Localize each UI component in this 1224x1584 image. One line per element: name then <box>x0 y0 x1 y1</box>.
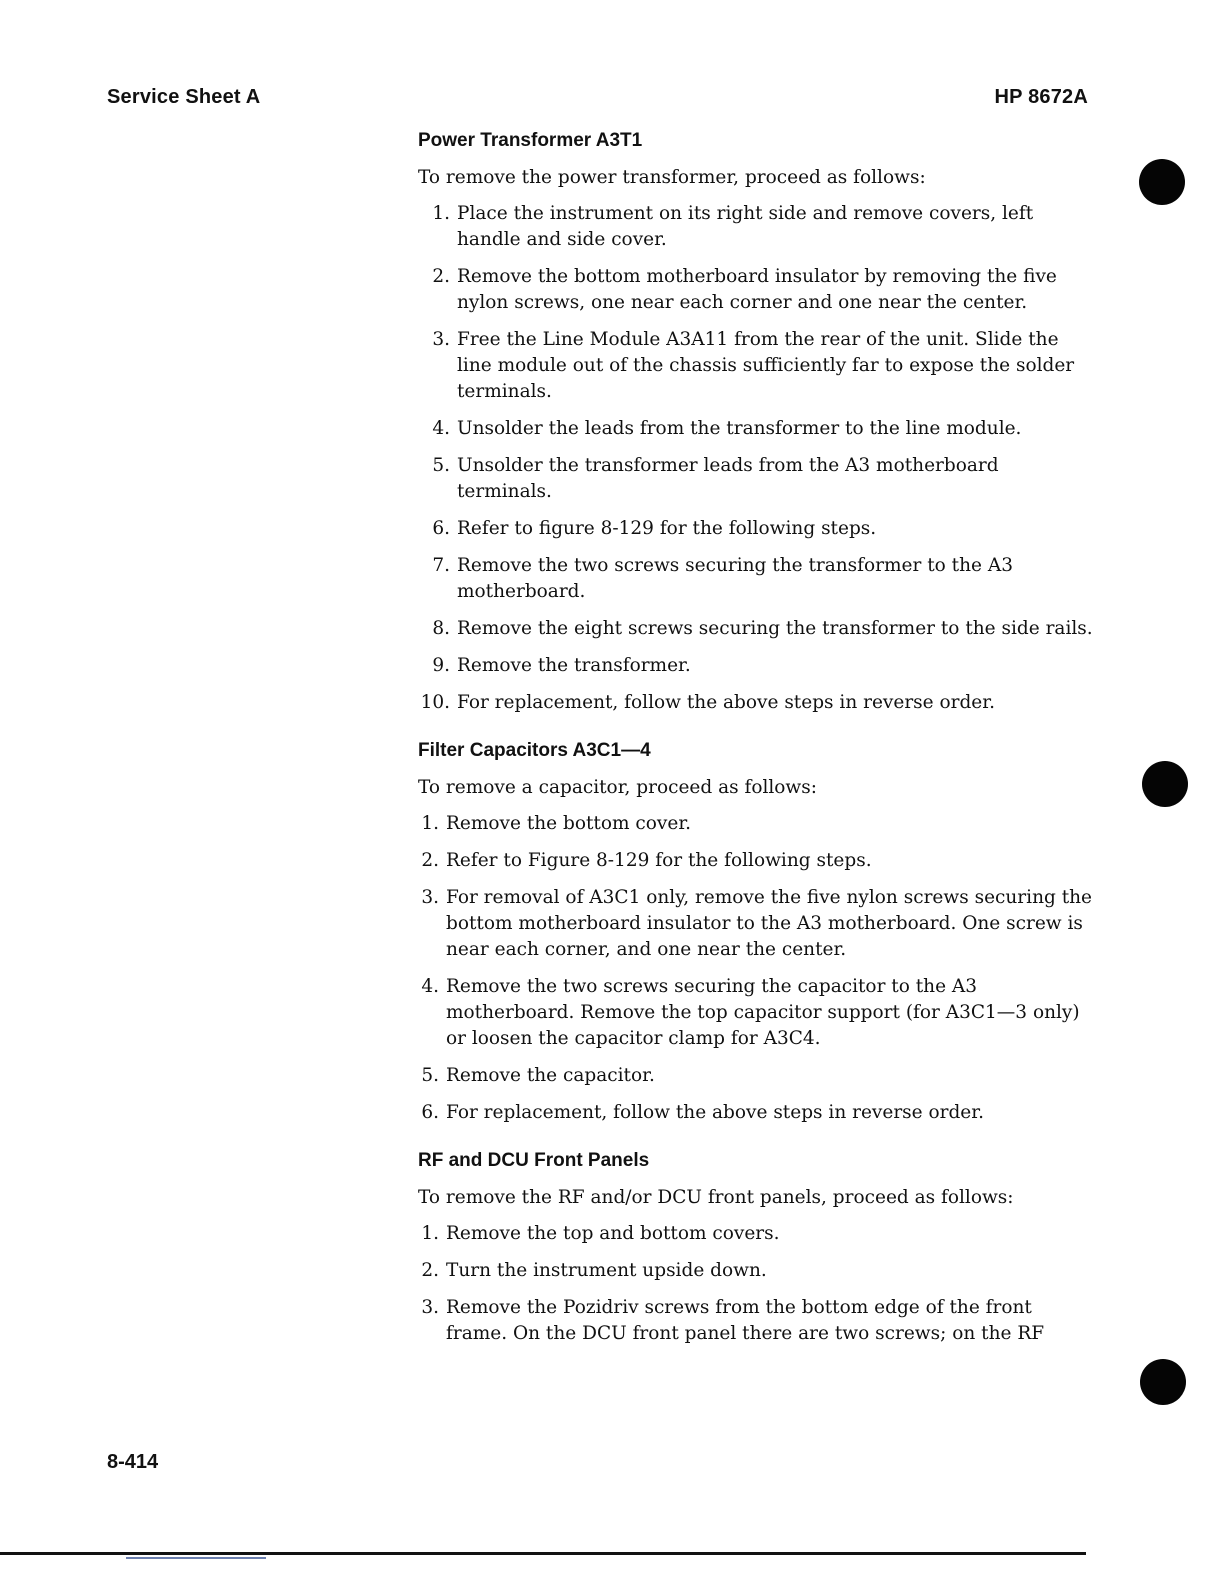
binder-hole-middle <box>1142 761 1188 807</box>
step-number: 2. <box>421 850 439 871</box>
step-number: 10. <box>420 692 450 713</box>
step-text: Refer to figure 8-129 for the following steps. <box>457 518 877 539</box>
step-item <box>418 1063 1098 1089</box>
step-text: For removal of A3C1 only, remove the five nylon screws securing the bottom motherboard insulator to the A3 motherboard. One screw is near each corner, and one near the center. <box>446 887 1093 960</box>
step-item <box>418 264 1098 316</box>
step-text: Remove the bottom cover. <box>446 813 692 834</box>
step-number: 5. <box>421 1065 439 1086</box>
step-number: 4. <box>432 418 450 439</box>
step-number: 1. <box>421 1223 439 1244</box>
step-item <box>418 1258 1098 1284</box>
step-number: 8. <box>432 618 450 639</box>
section-intro: To remove the power transformer, proceed as follows: <box>418 167 926 188</box>
step-number: 2. <box>421 1260 439 1281</box>
step-number: 6. <box>432 518 450 539</box>
model-label: HP 8672A <box>994 86 1088 108</box>
step-text: Turn the instrument upside down. <box>446 1260 767 1281</box>
section-label: Service Sheet A <box>107 86 261 108</box>
step-item <box>418 690 1098 716</box>
step-item <box>418 553 1098 605</box>
section-title: Power Transformer A3T1 <box>418 130 643 151</box>
step-list <box>418 1221 1098 1347</box>
step-text: Remove the top and bottom covers. <box>446 1223 780 1244</box>
section-filter-capacitors <box>418 738 1098 1126</box>
step-number: 3. <box>421 887 439 908</box>
page-body <box>418 128 1098 1369</box>
step-text: For replacement, follow the above steps in reverse order. <box>446 1102 984 1123</box>
step-item <box>418 416 1098 442</box>
step-text: Unsolder the leads from the transformer to the line module. <box>457 418 1022 439</box>
step-item <box>418 811 1098 837</box>
step-number: 9. <box>432 655 450 676</box>
section-title: RF and DCU Front Panels <box>418 1150 650 1171</box>
step-item <box>418 201 1098 253</box>
step-item <box>418 885 1098 963</box>
step-item <box>418 453 1098 505</box>
section-intro: To remove a capacitor, proceed as follows: <box>418 777 817 798</box>
section-front-panels <box>418 1148 1098 1347</box>
step-list <box>418 201 1098 716</box>
step-text: Remove the two screws securing the transformer to the A3 motherboard. <box>457 555 1013 602</box>
step-text: Place the instrument on its right side and remove covers, left handle and side cover. <box>457 203 1034 250</box>
step-item <box>418 1221 1098 1247</box>
step-item <box>418 616 1098 642</box>
step-text: Remove the eight screws securing the transformer to the side rails. <box>457 618 1093 639</box>
step-text: Remove the transformer. <box>457 655 691 676</box>
binder-hole-bottom <box>1140 1359 1186 1405</box>
step-text: Refer to Figure 8-129 for the following steps. <box>446 850 872 871</box>
step-text: Remove the bottom motherboard insulator by removing the five nylon screws, one near each corner and one near the center. <box>457 266 1057 313</box>
step-number: 3. <box>432 329 450 350</box>
step-number: 1. <box>421 813 439 834</box>
binder-hole-top <box>1139 159 1185 205</box>
bottom-scan-mark <box>126 1557 266 1559</box>
step-number: 5. <box>432 455 450 476</box>
section-intro: To remove the RF and/or DCU front panels, proceed as follows: <box>418 1187 1014 1208</box>
step-text: Free the Line Module A3A11 from the rear of the unit. Slide the line module out of the chassis sufficiently far to expose the solder terminals. <box>457 329 1075 402</box>
section-title: Filter Capacitors A3C1—4 <box>418 740 651 761</box>
step-list <box>418 811 1098 1126</box>
step-number: 3. <box>421 1297 439 1318</box>
step-number: 4. <box>421 976 439 997</box>
step-text: Unsolder the transformer leads from the A3 motherboard terminals. <box>457 455 999 502</box>
step-text: Remove the two screws securing the capacitor to the A3 motherboard. Remove the top capacitor support (for A3C1—3 only) or loosen the capacitor clamp for A3C4. <box>446 976 1080 1049</box>
page-number: 8-414 <box>107 1451 159 1473</box>
step-number: 2. <box>432 266 450 287</box>
step-text: Remove the Pozidriv screws from the bottom edge of the front frame. On the DCU front panel there are two screws; on the RF <box>446 1297 1045 1344</box>
step-item <box>418 848 1098 874</box>
step-item <box>418 327 1098 405</box>
step-number: 7. <box>432 555 450 576</box>
step-item <box>418 653 1098 679</box>
step-item <box>418 1100 1098 1126</box>
step-text: For replacement, follow the above steps in reverse order. <box>457 692 995 713</box>
step-item <box>418 974 1098 1052</box>
step-number: 1. <box>432 203 450 224</box>
step-number: 6. <box>421 1102 439 1123</box>
step-item <box>418 516 1098 542</box>
step-text: Remove the capacitor. <box>446 1065 655 1086</box>
section-power-transformer <box>418 128 1098 716</box>
step-item <box>418 1295 1098 1347</box>
bottom-rule <box>0 1552 1086 1555</box>
